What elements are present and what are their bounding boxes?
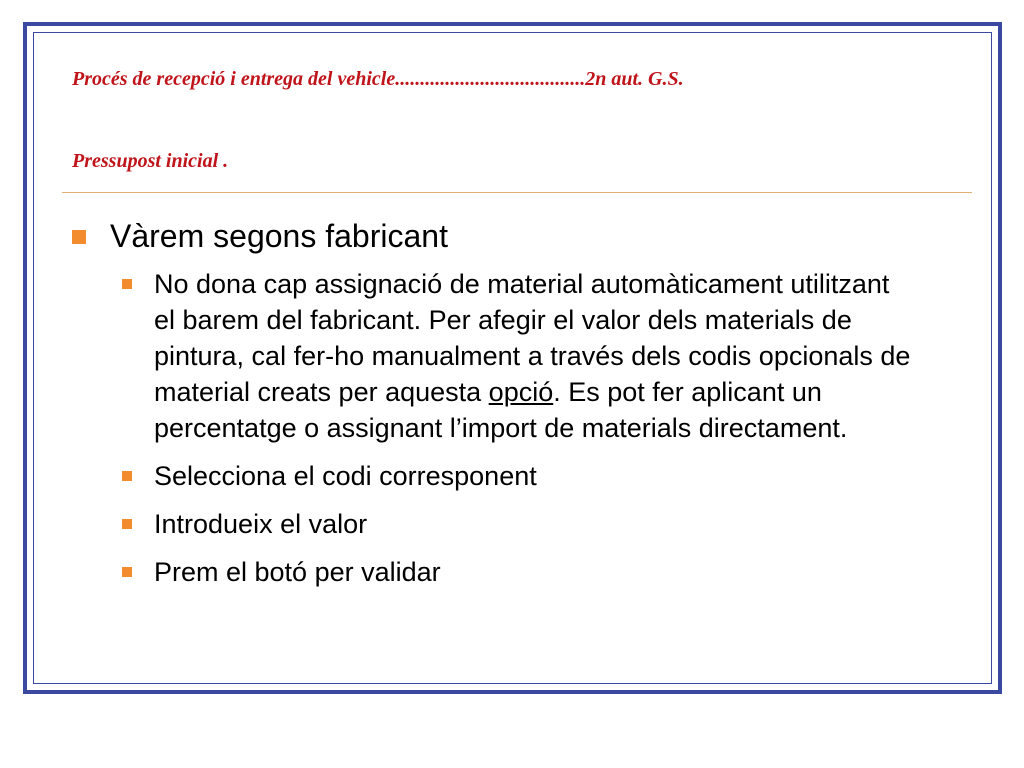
slide-subtitle: Pressupost inicial .: [72, 150, 229, 172]
sub-bullet-list: [122, 266, 952, 590]
square-bullet-icon: [122, 279, 132, 289]
title-divider: [62, 192, 972, 193]
list-item: [122, 554, 914, 590]
square-bullet-icon: [122, 471, 132, 481]
heading-text: Vàrem segons fabricant: [110, 218, 448, 254]
square-bullet-icon: [122, 519, 132, 529]
item-text-underlined: opció: [488, 377, 554, 407]
item-text: Introdueix el valor: [154, 509, 368, 539]
item-text-part1: No dona cap assignació de material automàticament utilitzant el barem del fabricant. Per afegir el valor dels materials de pintura, cal fer-ho manualment a través dels codis opcionals de material creats per aquesta: [154, 269, 911, 407]
list-item: [122, 458, 914, 494]
square-bullet-icon: [122, 567, 132, 577]
item-text: Selecciona el codi corresponent: [154, 461, 537, 491]
slide-content: [72, 214, 952, 602]
item-text: Prem el botó per validar: [154, 557, 441, 587]
bullet-heading: [72, 214, 952, 258]
square-bullet-icon: [72, 230, 86, 244]
item-text-part2: . Es pot fer aplicant un percentatge o assignant l’import de materials directament.: [154, 377, 848, 443]
list-item: [122, 506, 914, 542]
list-item: [122, 266, 914, 446]
slide-title: Procés de recepció i entrega del vehicle......................................2n aut. G.S.: [72, 68, 684, 90]
